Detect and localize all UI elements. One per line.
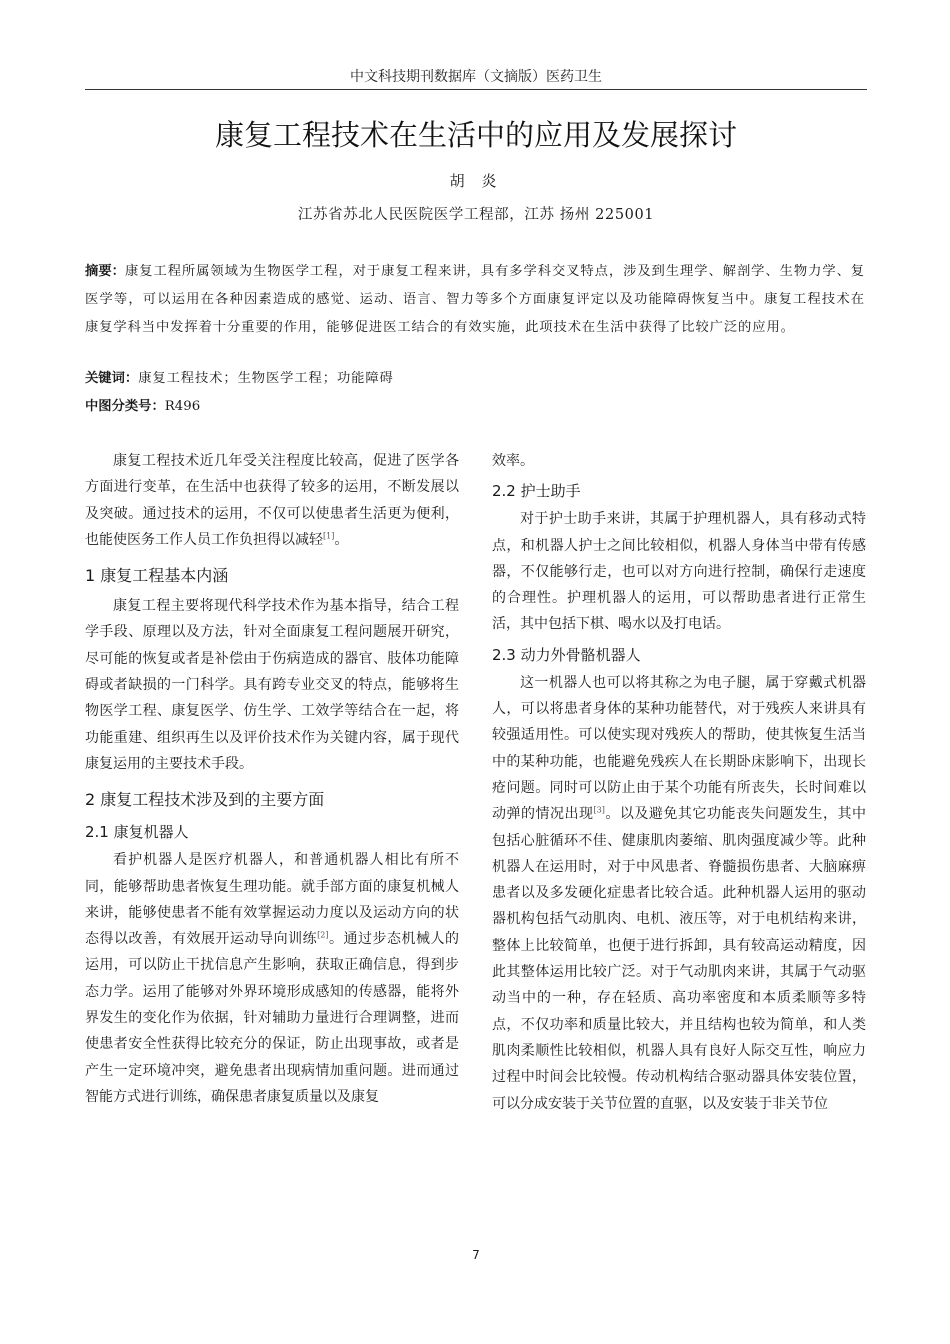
section-2-heading: 2 康复工程技术涉及到的主要方面 (85, 790, 325, 810)
article-title: 康复工程技术在生活中的应用及发展探讨 (214, 118, 737, 152)
section-2-1-paragraph (85, 847, 459, 1110)
classification-label: 中图分类号： (85, 399, 165, 414)
intro-end: 。 (334, 531, 349, 548)
citation-2: [2] (317, 930, 329, 940)
abstract (85, 258, 865, 342)
section-2-1-text-b: 。通过步态机械人的运用，可以防止干扰信息产生影响，获取正确信息，得到步态力学。运用了能够对外界环境形成感知的传感器，能将外界发生的变化作为依据，针对辅助力量进行合理调整，进而使患者安全性获得比较充分的保证，防止出现事故，或者是产生一定环境冲突，避免患者出现病情加重问题。进而通过智能方式进行训练，确保患者康复质量以及康复 (85, 931, 460, 1105)
intro-text: 康复工程技术近几年受关注程度比较高，促进了医学各方面进行变革，在生活中也获得了较多的运用，不断发展以及突破。通过技术的运用，不仅可以使患者生活更为便利，也能使医务工作人员工作负担得以减轻 (85, 453, 459, 548)
keywords-text: 康复工程技术；生物医学工程；功能障碍 (138, 371, 394, 386)
page-number: 7 (472, 1248, 480, 1262)
section-2-2-heading: 2.2 护士助手 (492, 482, 581, 501)
header-rule (85, 89, 867, 90)
keywords (85, 367, 865, 386)
section-2-1-continuation: 效率。 (492, 453, 534, 469)
section-2-3-text-b: 。以及避免其它功能丧失问题发生，其中包括心脏循环不佳、健康肌肉萎缩、肌肉强度减少等。此种机器人在运用时，对于中风患者、脊髓损伤患者、大脑麻痹患者以及多发硬化症患者比较合适。此种机器人运用的驱动器机构包括气动肌肉、电机、液压等，对于电机结构来讲，整体上比较简单，也便于进行拆卸，具有较高运动精度，因此其整体运用比较广泛。对于气动肌肉来讲，其属于气动驱动当中的一种，存在轻质、高功率密度和本质柔顺等多特点，不仅功率和质量比较大，并且结构也较为简单，和人类肌肉柔顺性比较相似，机器人具有良好人际交互性，响应力过程中时间会比较慢。传动机构结合驱动器具体安装位置，可以分成安装于关节位置的直驱，以及安装于非关节位 (492, 806, 867, 1112)
section-2-1-text-a: 看护机器人是医疗机器人，和普通机器人相比有所不同，能够帮助患者恢复生理功能。就手部方面的康复机械人来讲，能够使患者不能有效掌握运动力度以及运动方向的状态得以改善，有效展开运动导向训练 (85, 852, 459, 948)
author-name: 胡 炎 (449, 172, 503, 190)
classification-value: R496 (164, 399, 201, 414)
section-2-3-text-a: 这一机器人也可以将其称之为电子腿，属于穿戴式机器人，可以将患者身体的某种功能替代，对于残疾人来讲具有较强适用性。可以使实现对残疾人的帮助，使其恢复生活当中的某种功能，也能避免残疾人在长期卧床影响下，出现长疮问题。同时可以防止由于某个功能有所丧失，长时间难以动弹的情况出现 (492, 674, 866, 823)
keywords-label: 关键词： (85, 371, 139, 386)
citation-3: [3] (593, 805, 605, 815)
intro-paragraph (85, 448, 459, 553)
right-column (492, 448, 866, 1117)
author-affiliation: 江苏省苏北人民医院医学工程部，江苏 扬州 225001 (297, 207, 655, 223)
left-column (85, 448, 459, 1110)
section-2-1-heading: 2.1 康复机器人 (85, 823, 189, 842)
journal-header: 中文科技期刊数据库（文摘版）医药卫生 (350, 69, 602, 85)
classification-number (85, 395, 865, 414)
section-2-3-paragraph (492, 670, 866, 1117)
section-1-heading: 1 康复工程基本内涵 (85, 566, 229, 586)
section-2-3-heading: 2.3 动力外骨骼机器人 (492, 645, 641, 664)
section-1-paragraph: 康复工程主要将现代科学技术作为基本指导，结合工程学手段、原理以及方法，针对全面康复工程问题展开研究，尽可能的恢复或者是补偿由于伤病造成的器官、肢体功能障碍或者缺损的一门科学。具有跨专业交叉的特点，能够将生物医学工程、康复医学、仿生学、工效学等结合在一起，将功能重建、组织再生以及评价技术作为关键内容，属于现代康复运用的主要技术手段。 (85, 598, 459, 772)
abstract-text: 康复工程所属领域为生物医学工程，对于康复工程来讲，具有多学科交叉特点，涉及到生理学、解剖学、生物力学、复医学等，可以运用在各种因素造成的感觉、运动、语言、智力等多个方面康复评定以及功能障碍恢复当中。康复工程技术在康复学科当中发挥着十分重要的作用，能够促进医工结合的有效实施，此项技术在生活中获得了比较广泛的应用。 (85, 264, 865, 335)
abstract-label: 摘要： (85, 264, 125, 279)
citation-1: [1] (323, 531, 335, 541)
section-2-2-paragraph: 对于护士助手来讲，其属于护理机器人，具有移动式特点，和机器人护士之间比较相似，机器人身体当中带有传感器，不仅能够行走，也可以对方向进行控制，确保行走速度的合理性。护理机器人的运用，可以帮助患者进行正常生活，其中包括下棋、喝水以及打电话。 (492, 511, 866, 633)
